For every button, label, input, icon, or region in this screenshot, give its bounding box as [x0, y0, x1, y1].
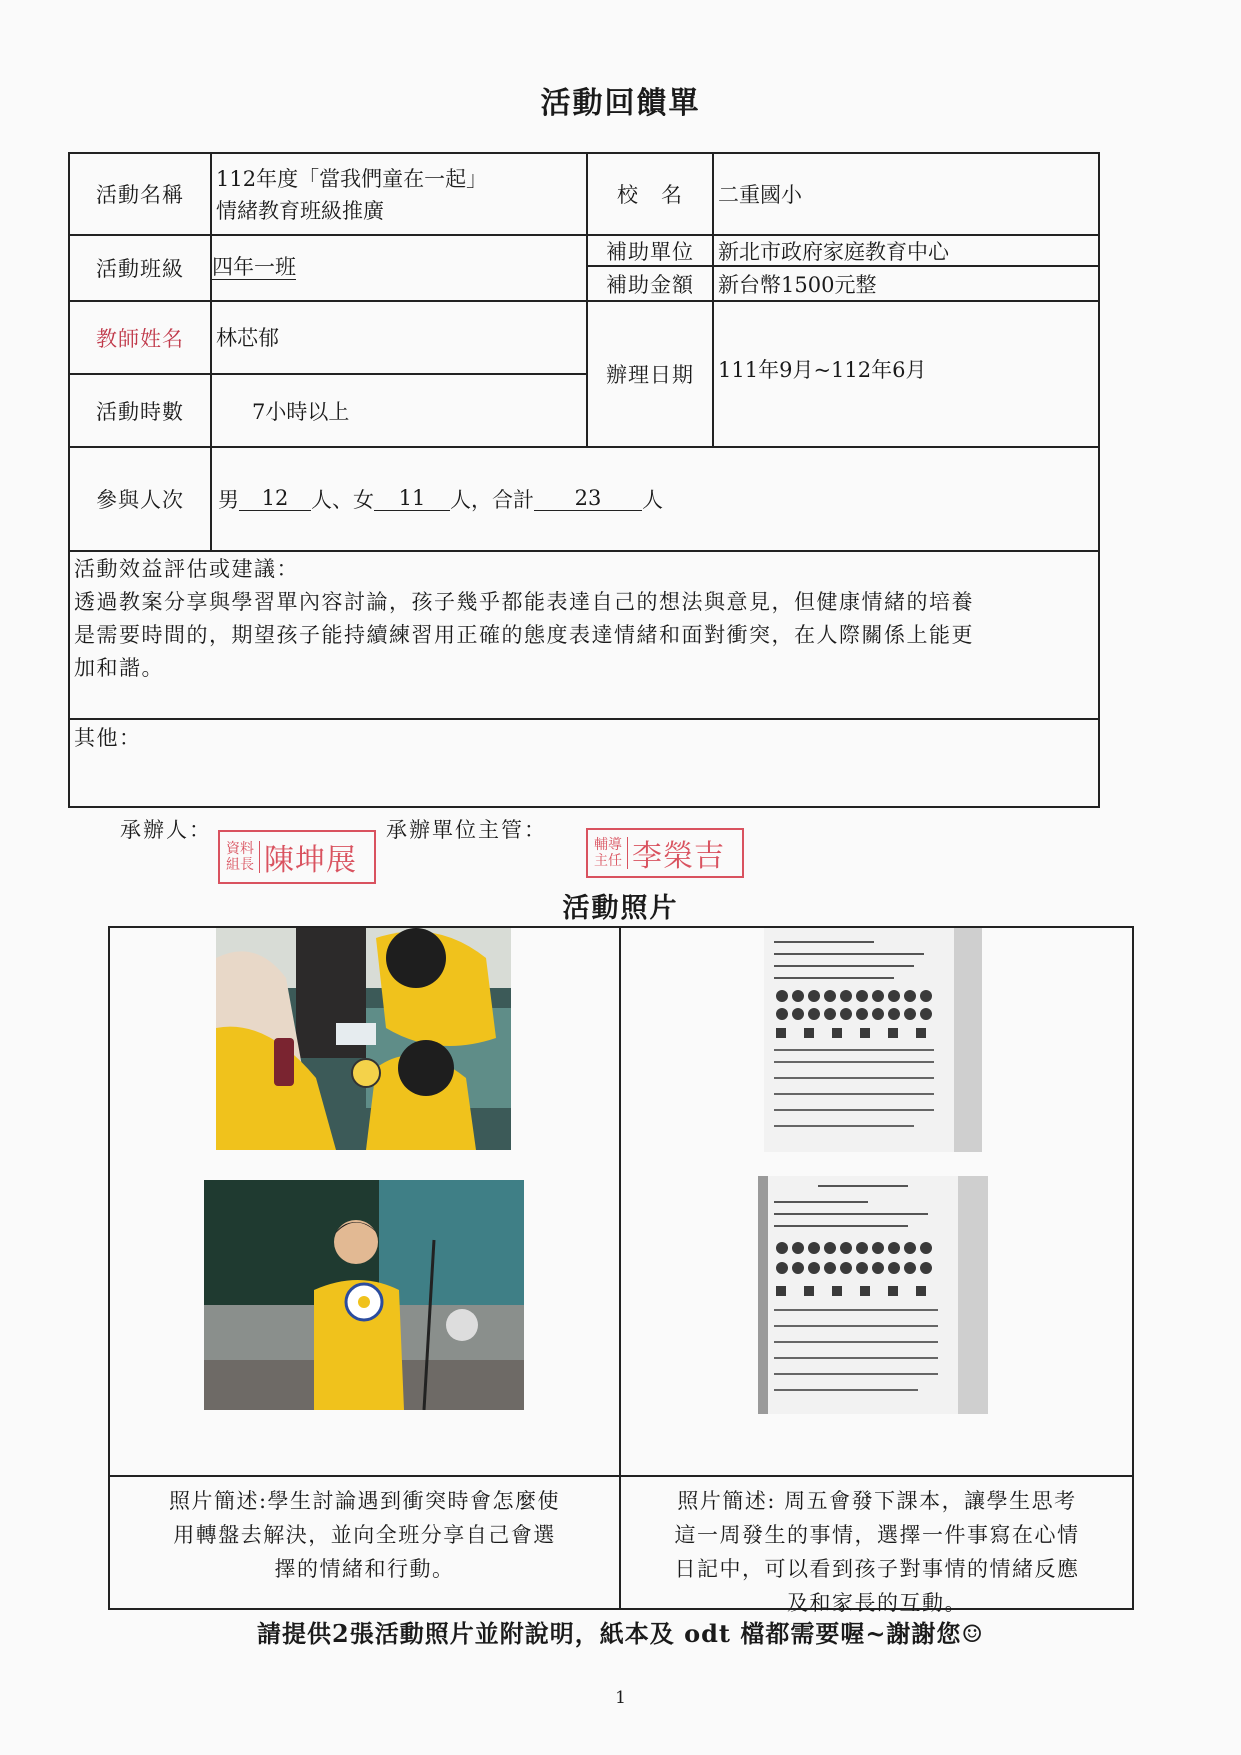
male-prefix: 男 — [218, 488, 239, 512]
evaluation-line: 加和諧。 — [74, 656, 164, 680]
caption-line: 這一周發生的事情，選擇一件事寫在心情 — [674, 1523, 1080, 1547]
participants-label: 參與人次 — [96, 488, 184, 512]
photo-worksheet-1 — [764, 928, 982, 1152]
evaluation-text — [74, 586, 1098, 685]
photo-student-presenting — [204, 1180, 524, 1410]
female-count: 11 — [374, 487, 450, 511]
footer-note: 請提供2張活動照片並附說明，紙本及 odt 檔都需要喔~謝謝您☺ — [257, 1619, 984, 1648]
school-label: 校 名 — [617, 183, 683, 207]
stamp2-title: 輔導主任 — [592, 837, 628, 869]
supervisor-stamp — [586, 828, 744, 878]
class-label: 活動班級 — [96, 257, 184, 281]
hours-label: 活動時數 — [96, 399, 184, 424]
activity-name-line2: 情緒教育班級推廣 — [216, 199, 384, 223]
amount-label: 補助金額 — [606, 272, 694, 297]
right-photo-caption — [624, 1484, 1130, 1620]
caption-line: 及和家長的互動。 — [787, 1591, 967, 1615]
participants-value — [218, 448, 1088, 550]
stamp1-name: 陳坤展 — [264, 843, 357, 878]
evaluation-line: 透過教案分享與學習單內容討論，孩子幾乎都能表達自己的想法與意見，但健康情緒的培養 — [74, 590, 974, 614]
male-count: 12 — [239, 487, 311, 511]
activity-name-label: 活動名稱 — [96, 183, 184, 207]
evaluation-line: 是需要時間的，期望孩子能持續練習用正確的態度表達情緒和面對衝突，在人際關係上能更 — [74, 623, 974, 647]
teacher-value: 林芯郁 — [216, 326, 279, 350]
stamp2-name: 李榮吉 — [632, 839, 725, 874]
stamp1-title: 資料組長 — [224, 841, 260, 873]
page-number: 1 — [615, 1688, 626, 1708]
handler-stamp — [218, 830, 376, 884]
evaluation-label: 活動效益評估或建議： — [74, 557, 299, 581]
caption-line: 日記中，可以看到孩子對事情的情緒反應 — [674, 1557, 1080, 1581]
sponsor-value: 新北市政府家庭教育中心 — [718, 239, 949, 264]
photo-worksheet-2 — [758, 1176, 988, 1414]
caption-line: 擇的情緒和行動。 — [274, 1557, 455, 1581]
caption-line: 照片簡述: 周五會發下課本，讓學生思考 — [677, 1489, 1077, 1513]
school-value: 二重國小 — [718, 183, 802, 207]
caption-line: 用轉盤去解決，並向全班分享自己會選 — [173, 1523, 556, 1547]
photo-section-title: 活動照片 — [562, 893, 679, 924]
class-value: 四年一班 — [212, 254, 296, 279]
left-photo-caption — [112, 1484, 617, 1586]
amount-value: 新台幣1500元整 — [718, 272, 877, 297]
student-presenting-image — [204, 1180, 524, 1410]
worksheet-2-image — [758, 1176, 988, 1414]
worksheet-1-image — [764, 928, 982, 1152]
sponsor-label: 補助單位 — [606, 239, 694, 264]
activity-name-line1: 112年度「當我們童在一起」 — [216, 167, 488, 191]
photo-students-discussion — [216, 928, 511, 1150]
total-suffix: 人 — [642, 488, 663, 512]
hours-value: 7小時以上 — [252, 399, 350, 424]
students-discussion-image — [216, 928, 511, 1150]
page-title: 活動回饋單 — [540, 86, 701, 121]
supervisor-label: 承辦單位主管： — [386, 818, 547, 842]
total-count: 23 — [534, 487, 642, 511]
handler-label: 承辦人： — [120, 818, 212, 842]
teacher-label: 教師姓名 — [96, 326, 184, 351]
activity-name-value — [216, 158, 582, 232]
caption-line: 照片簡述:學生討論遇到衝突時會怎麼使 — [168, 1489, 561, 1513]
male-suffix: 人、女 — [311, 488, 374, 512]
date-label: 辦理日期 — [606, 363, 694, 387]
date-value: 111年9月~112年6月 — [718, 358, 927, 382]
female-suffix: 人，合計 — [450, 488, 534, 512]
other-label: 其他： — [74, 726, 142, 750]
class-value-wrap — [212, 236, 582, 300]
